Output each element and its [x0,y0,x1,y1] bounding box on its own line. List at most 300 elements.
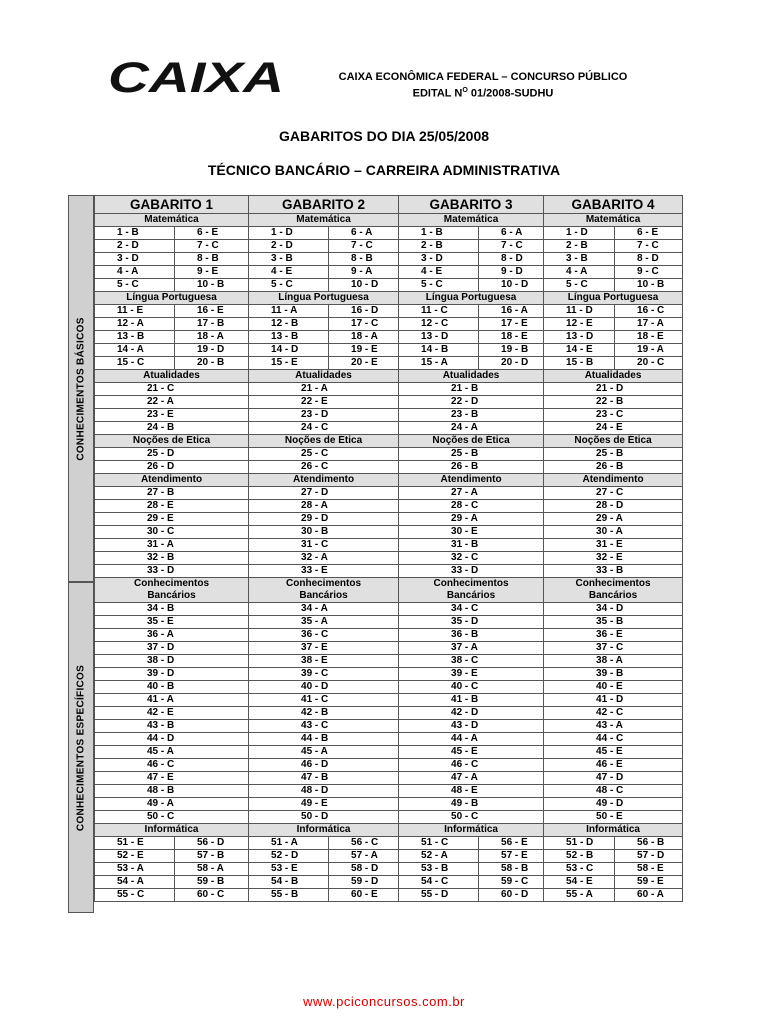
gabarito-header-row [95,196,683,214]
answer-row [95,279,683,292]
answer-cell: 34 - D [544,603,683,616]
answer-cell: 41 - D [544,694,683,707]
answer-row [95,668,683,681]
answer-cell: 11 - E [95,305,175,318]
answer-cell: 10 - D [479,279,544,292]
answer-cell: 59 - B [175,876,249,889]
answer-cell: 56 - B [615,837,683,850]
answer-cell: 58 - D [329,863,399,876]
answer-cell: 33 - D [95,565,249,578]
answer-row [95,681,683,694]
answer-cell: 53 - B [399,863,479,876]
answer-cell: 22 - E [249,396,399,409]
answer-cell: 46 - C [95,759,249,772]
answer-cell: 7 - C [479,240,544,253]
answer-cell: 18 - A [175,331,249,344]
answer-cell: 38 - E [249,655,399,668]
answer-row [95,746,683,759]
answer-row [95,720,683,733]
answer-cell: 57 - B [175,850,249,863]
answer-cell: 60 - D [479,889,544,902]
answer-cell: 9 - D [479,266,544,279]
answer-cell: 9 - A [329,266,399,279]
answer-row [95,889,683,902]
section-heading: Informática [249,824,399,837]
answer-row [95,642,683,655]
header-info [318,71,648,101]
answer-cell: 50 - D [249,811,399,824]
answer-row [95,850,683,863]
answer-cell: 50 - C [399,811,544,824]
answer-cell: 2 - D [95,240,175,253]
answer-cell: 46 - E [544,759,683,772]
answer-cell: 26 - B [544,461,683,474]
answer-row [95,513,683,526]
answer-cell: 37 - E [249,642,399,655]
answer-cell: 36 - B [399,629,544,642]
answer-cell: 24 - C [249,422,399,435]
answer-cell: 4 - A [95,266,175,279]
answer-cell: 27 - D [249,487,399,500]
answer-cell: 16 - E [175,305,249,318]
answer-cell: 30 - B [249,526,399,539]
answer-cell: 40 - E [544,681,683,694]
answer-cell: 3 - D [399,253,479,266]
section-heading: Informática [399,824,544,837]
answer-cell: 53 - E [249,863,329,876]
answer-cell: 31 - E [544,539,683,552]
answer-cell: 24 - B [95,422,249,435]
section-heading: Informática [95,824,249,837]
answer-cell: 49 - A [95,798,249,811]
answer-cell: 52 - E [95,850,175,863]
answer-cell: 43 - A [544,720,683,733]
section-header-row [95,824,683,837]
answer-cell: 13 - D [544,331,615,344]
answer-cell: 7 - C [615,240,683,253]
answer-cell: 37 - D [95,642,249,655]
answer-cell: 14 - A [95,344,175,357]
answer-cell: 22 - D [399,396,544,409]
section-header-row [95,370,683,383]
answer-cell: 28 - E [95,500,249,513]
answer-row [95,383,683,396]
answer-row [95,487,683,500]
answer-cell: 57 - A [329,850,399,863]
answer-cell: 1 - D [544,227,615,240]
answer-cell: 53 - C [544,863,615,876]
answer-cell: 25 - B [544,448,683,461]
section-header-row [95,474,683,487]
answer-cell: 15 - B [544,357,615,370]
answer-row [95,253,683,266]
answer-cell: 23 - B [399,409,544,422]
answer-cell: 18 - A [329,331,399,344]
answer-cell: 34 - B [95,603,249,616]
answer-cell: 55 - A [544,889,615,902]
answer-cell: 20 - C [615,357,683,370]
answer-cell: 12 - C [399,318,479,331]
section-header-row [95,292,683,305]
answer-cell: 24 - E [544,422,683,435]
answer-cell: 5 - C [249,279,329,292]
answer-cell: 35 - A [249,616,399,629]
answer-cell: 32 - C [399,552,544,565]
answer-cell: 8 - B [329,253,399,266]
answer-cell: 43 - D [399,720,544,733]
answer-row [95,863,683,876]
answer-cell: 45 - E [544,746,683,759]
answer-cell: 23 - E [95,409,249,422]
section-heading: Matemática [544,214,683,227]
section-heading: Atendimento [95,474,249,487]
answer-cell: 53 - A [95,863,175,876]
answer-row [95,876,683,889]
answer-cell: 42 - E [95,707,249,720]
answer-cell: 49 - B [399,798,544,811]
answer-cell: 35 - B [544,616,683,629]
answer-cell: 34 - C [399,603,544,616]
answer-cell: 19 - E [329,344,399,357]
section-header-row [95,435,683,448]
answer-cell: 8 - D [615,253,683,266]
section-heading: Conhecimentos Bancários [249,578,399,603]
answer-row [95,396,683,409]
section-heading: Língua Portuguesa [95,292,249,305]
section-heading: Atendimento [249,474,399,487]
section-heading: Matemática [399,214,544,227]
answer-cell: 41 - C [249,694,399,707]
gabarito-heading: GABARITO 4 [544,196,683,214]
footer-url: www.pciconcursos.com.br [303,994,465,1009]
answer-cell: 58 - B [479,863,544,876]
answer-row [95,539,683,552]
answer-cell: 13 - D [399,331,479,344]
answer-cell: 9 - E [175,266,249,279]
answer-cell: 23 - C [544,409,683,422]
answer-cell: 51 - C [399,837,479,850]
answer-cell: 52 - B [544,850,615,863]
section-heading: Noções de Ética [544,435,683,448]
answer-cell: 51 - D [544,837,615,850]
answer-cell: 28 - D [544,500,683,513]
answer-cell: 17 - C [329,318,399,331]
answer-cell: 59 - D [329,876,399,889]
answer-cell: 48 - E [399,785,544,798]
answer-row [95,500,683,513]
answer-cell: 38 - A [544,655,683,668]
answer-cell: 1 - B [399,227,479,240]
answer-row [95,318,683,331]
answer-cell: 30 - C [95,526,249,539]
answer-cell: 28 - A [249,500,399,513]
answer-cell: 49 - D [544,798,683,811]
answer-row [95,759,683,772]
answer-cell: 54 - E [544,876,615,889]
answer-cell: 41 - B [399,694,544,707]
answer-cell: 13 - B [249,331,329,344]
answer-cell: 21 - A [249,383,399,396]
answer-row [95,409,683,422]
answer-cell: 1 - B [95,227,175,240]
section-header-row [95,214,683,227]
answer-cell: 7 - C [175,240,249,253]
answer-cell: 50 - C [95,811,249,824]
answer-cell: 33 - E [249,565,399,578]
answer-cell: 18 - E [479,331,544,344]
answer-cell: 51 - E [95,837,175,850]
answer-cell: 35 - E [95,616,249,629]
gabarito-heading: GABARITO 2 [249,196,399,214]
answer-cell: 26 - D [95,461,249,474]
side-label-basic: CONHECIMENTOS BÁSICOS [68,195,94,582]
answer-table [94,195,683,902]
answer-cell: 47 - E [95,772,249,785]
answer-cell: 59 - E [615,876,683,889]
answer-cell: 14 - D [249,344,329,357]
answer-cell: 30 - A [544,526,683,539]
section-heading: Língua Portuguesa [249,292,399,305]
answer-cell: 47 - D [544,772,683,785]
answer-cell: 3 - B [544,253,615,266]
answer-cell: 19 - B [479,344,544,357]
answer-cell: 11 - C [399,305,479,318]
answer-cell: 31 - B [399,539,544,552]
answer-cell: 47 - A [399,772,544,785]
answer-cell: 40 - C [399,681,544,694]
section-heading: Língua Portuguesa [399,292,544,305]
answer-cell: 52 - A [399,850,479,863]
answer-cell: 43 - C [249,720,399,733]
answer-cell: 1 - D [249,227,329,240]
answer-cell: 37 - C [544,642,683,655]
answer-cell: 12 - E [544,318,615,331]
answer-cell: 4 - E [249,266,329,279]
answer-cell: 12 - A [95,318,175,331]
answer-row [95,655,683,668]
answer-cell: 24 - A [399,422,544,435]
section-heading: Informática [544,824,683,837]
answer-cell: 40 - D [249,681,399,694]
answer-cell: 29 - A [544,513,683,526]
gabarito-heading: GABARITO 3 [399,196,544,214]
answer-cell: 11 - A [249,305,329,318]
answer-cell: 57 - E [479,850,544,863]
answer-row [95,227,683,240]
answer-cell: 8 - B [175,253,249,266]
answer-cell: 39 - C [249,668,399,681]
answer-cell: 55 - D [399,889,479,902]
answer-cell: 50 - E [544,811,683,824]
answer-cell: 16 - A [479,305,544,318]
answer-cell: 5 - C [399,279,479,292]
answer-cell: 39 - B [544,668,683,681]
answer-cell: 54 - B [249,876,329,889]
section-heading: Conhecimentos Bancários [95,578,249,603]
section-heading: Conhecimentos Bancários [399,578,544,603]
answer-cell: 17 - E [479,318,544,331]
gabarito-heading: GABARITO 1 [95,196,249,214]
answer-cell: 46 - C [399,759,544,772]
answer-row [95,565,683,578]
answer-cell: 22 - A [95,396,249,409]
answer-cell: 48 - B [95,785,249,798]
answer-cell: 58 - E [615,863,683,876]
answer-cell: 49 - E [249,798,399,811]
answer-cell: 44 - D [95,733,249,746]
section-heading: Atualidades [399,370,544,383]
section-heading: Atualidades [544,370,683,383]
section-heading: Língua Portuguesa [544,292,683,305]
answer-row [95,785,683,798]
section-heading: Matemática [249,214,399,227]
answer-cell: 56 - D [175,837,249,850]
answer-cell: 6 - A [329,227,399,240]
answer-row [95,240,683,253]
answer-cell: 52 - D [249,850,329,863]
answer-cell: 60 - C [175,889,249,902]
answer-cell: 32 - B [95,552,249,565]
answer-cell: 15 - E [249,357,329,370]
answer-cell: 29 - D [249,513,399,526]
answer-cell: 33 - B [544,565,683,578]
answer-cell: 34 - A [249,603,399,616]
answer-cell: 26 - B [399,461,544,474]
answer-cell: 29 - A [399,513,544,526]
answer-cell: 10 - B [175,279,249,292]
answer-cell: 47 - B [249,772,399,785]
answer-row [95,837,683,850]
answer-cell: 55 - B [249,889,329,902]
answer-cell: 3 - B [249,253,329,266]
answer-row [95,629,683,642]
answer-cell: 17 - B [175,318,249,331]
answer-cell: 56 - E [479,837,544,850]
answer-row [95,305,683,318]
answer-row [95,266,683,279]
answer-cell: 19 - D [175,344,249,357]
answer-row [95,344,683,357]
answer-row [95,603,683,616]
section-header-row [95,578,683,603]
answer-cell: 2 - B [399,240,479,253]
section-heading: Atendimento [544,474,683,487]
answer-cell: 22 - B [544,396,683,409]
answer-cell: 48 - C [544,785,683,798]
answer-cell: 5 - C [95,279,175,292]
answer-cell: 35 - D [399,616,544,629]
answer-cell: 16 - D [329,305,399,318]
side-label-specific: CONHECIMENTOS ESPECÍFICOS [68,582,94,913]
answer-cell: 60 - E [329,889,399,902]
answer-cell: 60 - A [615,889,683,902]
answer-cell: 15 - A [399,357,479,370]
answer-cell: 21 - C [95,383,249,396]
answer-cell: 39 - E [399,668,544,681]
answer-cell: 45 - E [399,746,544,759]
answer-row [95,798,683,811]
answer-cell: 59 - C [479,876,544,889]
answer-cell: 36 - C [249,629,399,642]
answer-cell: 48 - D [249,785,399,798]
answer-cell: 4 - E [399,266,479,279]
answer-cell: 37 - A [399,642,544,655]
answer-cell: 27 - C [544,487,683,500]
section-heading: Noções de Ética [249,435,399,448]
section-heading: Atualidades [249,370,399,383]
section-heading: Conhecimentos Bancários [544,578,683,603]
answer-cell: 55 - C [95,889,175,902]
answer-row [95,461,683,474]
section-heading: Atualidades [95,370,249,383]
answer-cell: 20 - D [479,357,544,370]
answer-row [95,616,683,629]
answer-cell: 51 - A [249,837,329,850]
answer-row [95,422,683,435]
answer-cell: 25 - D [95,448,249,461]
header-line1: CAIXA ECONÔMICA FEDERAL – CONCURSO PÚBLICO [338,71,628,83]
answer-cell: 46 - D [249,759,399,772]
answer-cell: 3 - D [95,253,175,266]
section-heading: Noções de Ética [95,435,249,448]
answer-cell: 56 - C [329,837,399,850]
answer-cell: 17 - A [615,318,683,331]
answer-cell: 6 - A [479,227,544,240]
caixa-logo [108,58,286,98]
answer-cell: 42 - C [544,707,683,720]
answer-cell: 2 - D [249,240,329,253]
answer-row [95,448,683,461]
answer-cell: 14 - B [399,344,479,357]
answer-row [95,357,683,370]
page-title: GABARITOS DO DIA 25/05/2008 [278,128,490,144]
section-heading: Noções de Ética [399,435,544,448]
answer-row [95,694,683,707]
answer-cell: 11 - D [544,305,615,318]
answer-cell: 21 - B [399,383,544,396]
answer-cell: 18 - E [615,331,683,344]
answer-cell: 23 - D [249,409,399,422]
answer-cell: 29 - E [95,513,249,526]
answer-cell: 19 - A [615,344,683,357]
answer-cell: 45 - A [249,746,399,759]
answer-cell: 41 - A [95,694,249,707]
section-heading: Matemática [95,214,249,227]
answer-cell: 40 - B [95,681,249,694]
header-line2: EDITAL $N^O$ 01/2008-SUDHU [412,87,554,100]
answer-cell: 20 - B [175,357,249,370]
answer-cell: 38 - D [95,655,249,668]
answer-cell: 36 - A [95,629,249,642]
answer-cell: 12 - B [249,318,329,331]
answer-row [95,331,683,344]
answer-cell: 25 - B [399,448,544,461]
answer-cell: 39 - D [95,668,249,681]
answer-cell: 6 - E [615,227,683,240]
answer-cell: 57 - D [615,850,683,863]
answer-cell: 33 - D [399,565,544,578]
answer-cell: 4 - A [544,266,615,279]
answer-cell: 2 - B [544,240,615,253]
answer-cell: 8 - D [479,253,544,266]
answer-cell: 44 - B [249,733,399,746]
answer-cell: 31 - A [95,539,249,552]
answer-cell: 43 - B [95,720,249,733]
answer-cell: 10 - D [329,279,399,292]
answer-cell: 42 - D [399,707,544,720]
answer-cell: 7 - C [329,240,399,253]
answer-cell: 42 - B [249,707,399,720]
